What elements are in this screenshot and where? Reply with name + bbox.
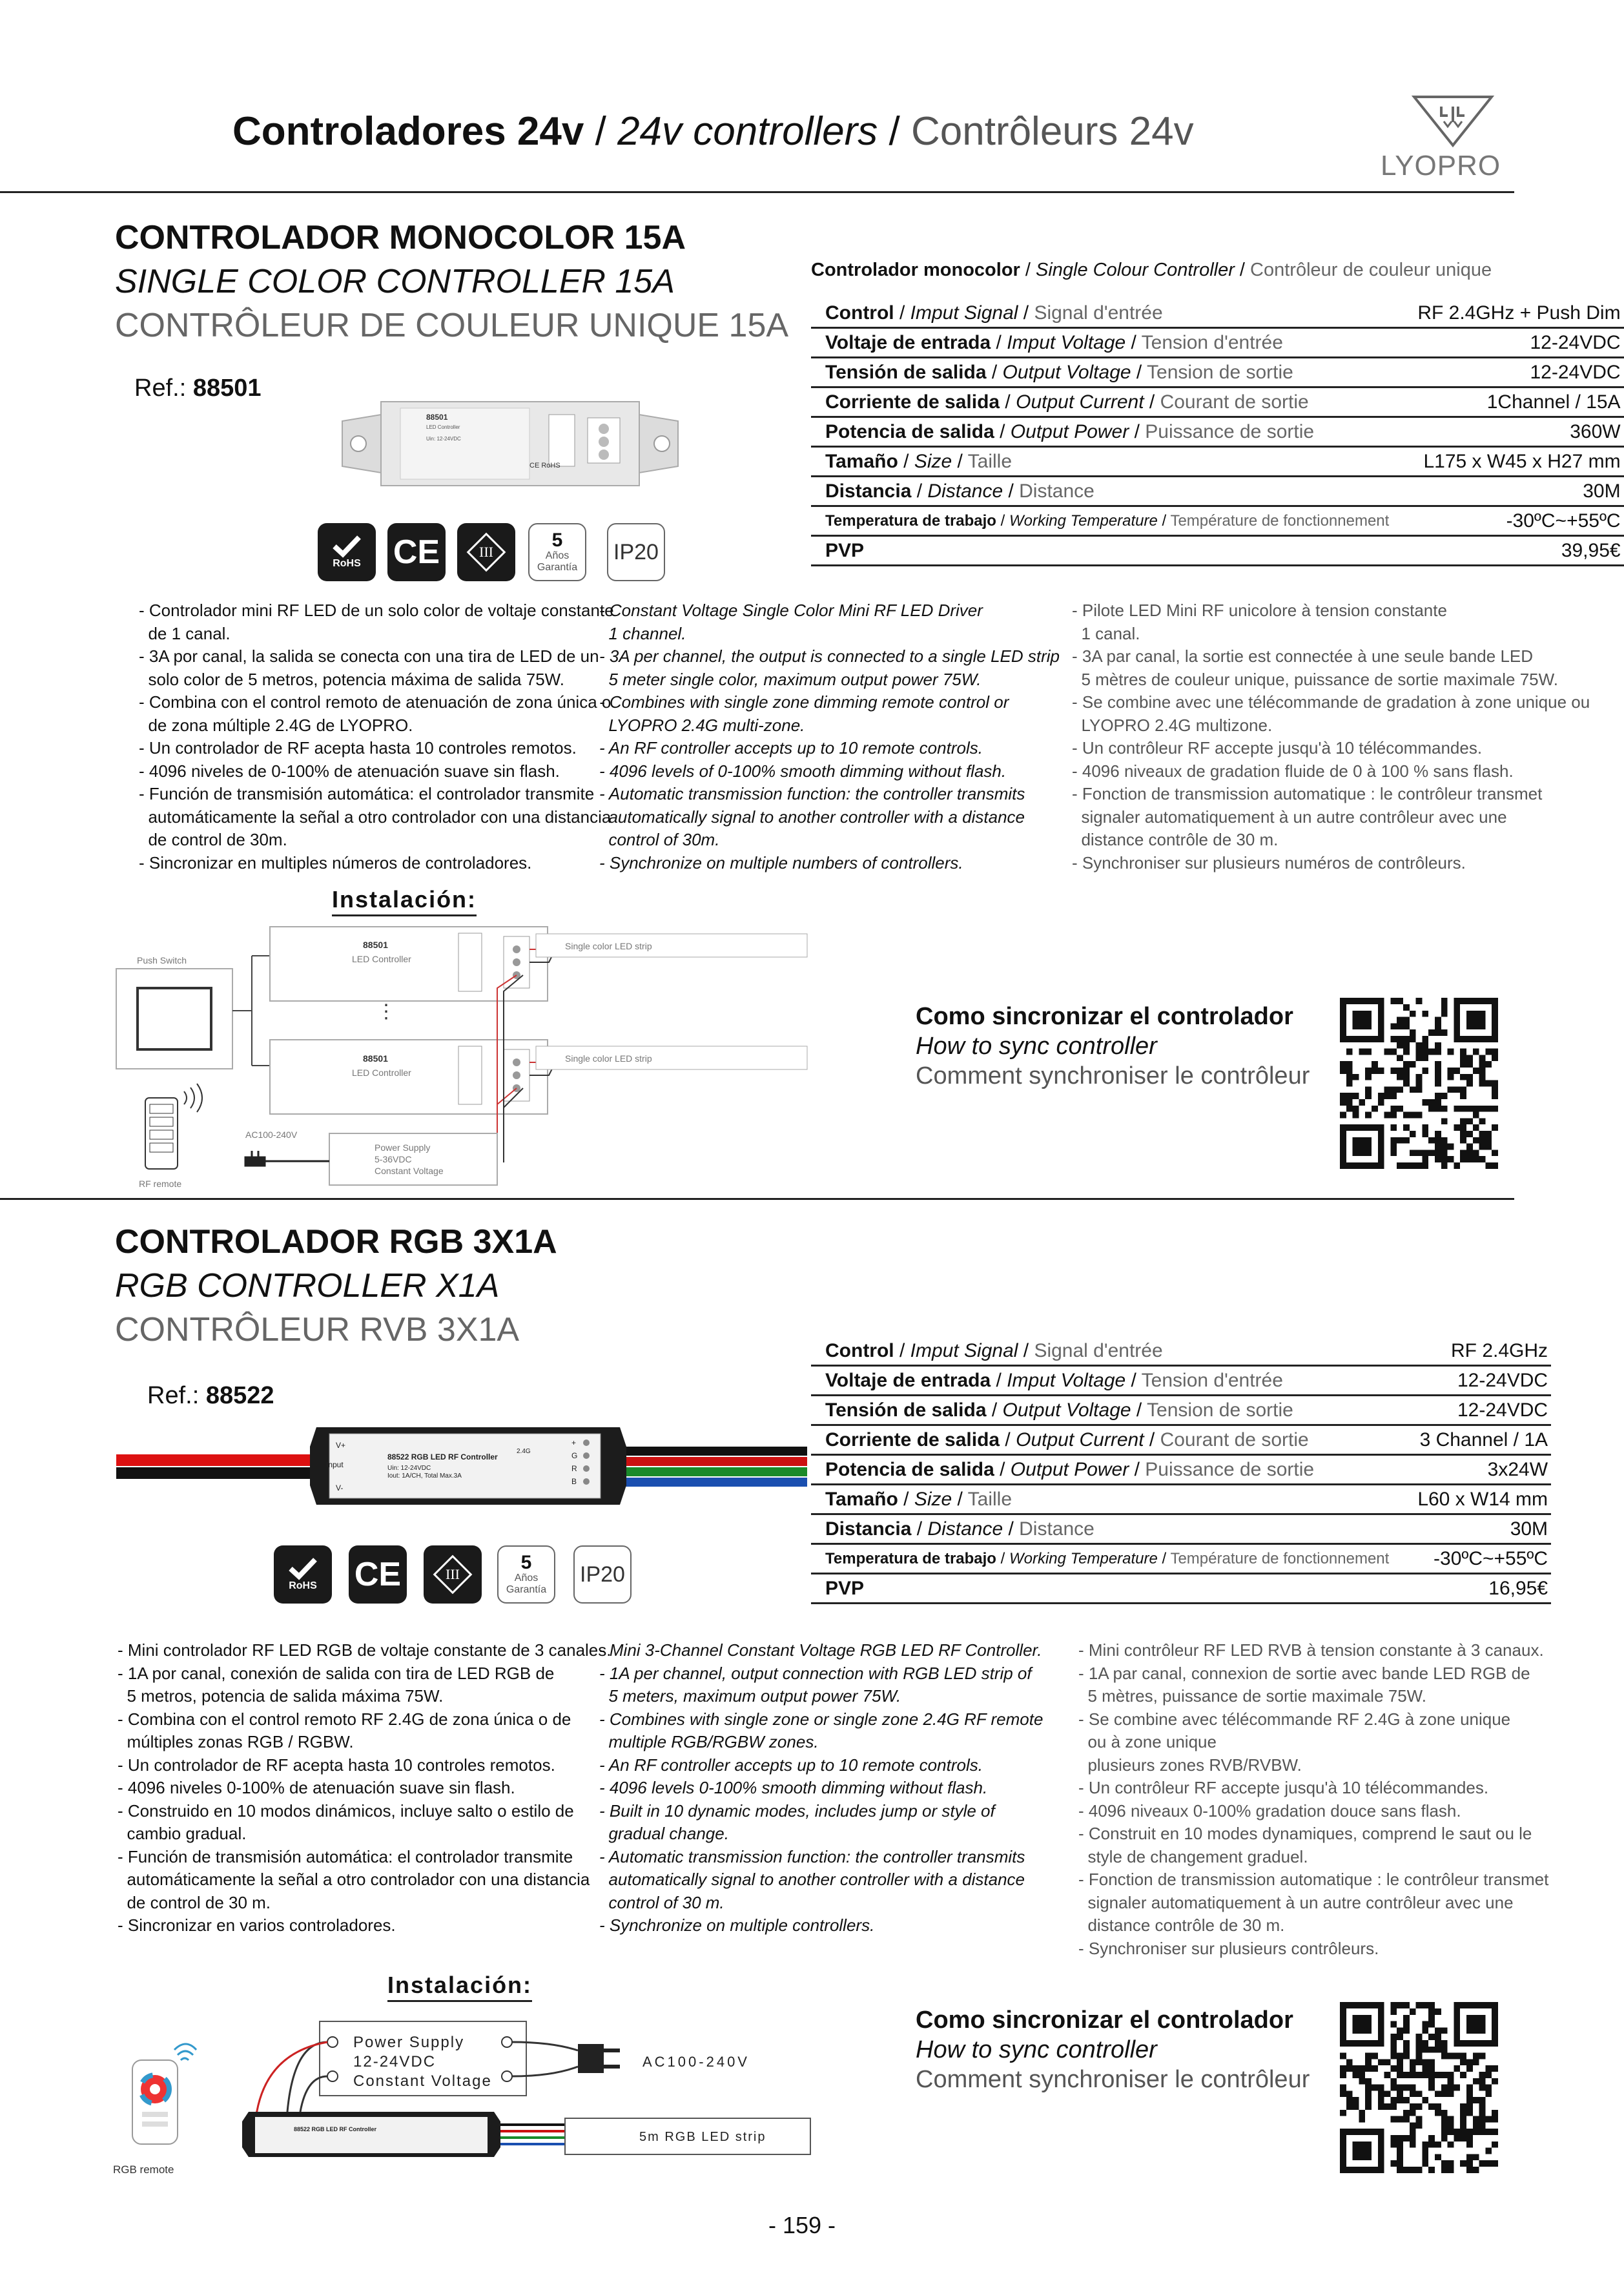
spec-row (811, 1485, 1551, 1514)
spec-label-fr: Taille (967, 1488, 1012, 1510)
spec-label-fr: Courant de sortie (1160, 1429, 1309, 1450)
bullet-line: - 1A par canal, connexion de sortie avec bande LED RGB de (1078, 1663, 1530, 1683)
spec-label: Corriente de salida / Output Current / Courant de sortie (811, 387, 1403, 417)
spec-value: 3x24W (1403, 1455, 1551, 1485)
spec-value: RF 2.4GHz + Push Dim (1403, 299, 1623, 328)
spec-label: Tamaño / Size / Taille (811, 447, 1403, 477)
spec-label: Voltaje de entrada / Imput Voltage / Tension d'entrée (811, 328, 1403, 358)
bullet-line: plusieurs zones RVB/RVBW. (1078, 1755, 1302, 1775)
spec-label-fr: Tension de sortie (1147, 361, 1293, 383)
push-switch-label: Push Switch (137, 955, 187, 965)
spec-label-fr: Puissance de sortie (1145, 1458, 1315, 1480)
spec-label-en: Output Voltage (1002, 1399, 1131, 1421)
section2-install-diagram (113, 2015, 804, 2183)
bullet-line: control of 30m. (599, 830, 720, 849)
spec-row (811, 387, 1624, 417)
title-es: Controladores 24v (232, 109, 584, 154)
spec-label: Potencia de salida / Output Power / Puissance de sortie (811, 417, 1403, 447)
bullet-line: - 1A per channel, output connection with RGB LED strip of (599, 1663, 1032, 1683)
section2-spec-table (811, 1337, 1551, 1604)
bullet-line: - Combina con el control remoto RF 2.4G de zona única o de (118, 1709, 571, 1729)
spec-label-fr: Température de fonctionnement (1170, 511, 1390, 530)
strip1-label: Single color LED strip (565, 941, 652, 951)
spec-label-en: Distance (927, 1518, 1003, 1540)
bullet-line: - Función de transmisión automática: el controlador transmite (118, 1846, 573, 1866)
spec-label: Corriente de salida / Output Current / Courant de sortie (811, 1425, 1403, 1455)
class-label: III (446, 1566, 460, 1582)
ps-l1: Power Supply (353, 2034, 465, 2051)
spec-label: Distancia / Distance / Distance (811, 477, 1403, 506)
bullet-line: cambio gradual. (118, 1824, 247, 1843)
label-freq: 2.4G (517, 1448, 531, 1455)
bullet-line: - 4096 levels of 0-100% smooth dimming without flash. (599, 761, 1007, 781)
rf-remote-label: RF remote (139, 1179, 182, 1189)
warranty-l1: Años (514, 1573, 539, 1584)
label-plus: + (571, 1438, 577, 1447)
bullet-line: - 1A por canal, conexión de salida con tira de LED RGB de (118, 1663, 555, 1683)
section2-install-title: Instalación: (387, 1972, 532, 2002)
bullet-line: LYOPRO 2.4G multi-zone. (599, 715, 805, 735)
bullet-line: 5 meter single color, maximum output power 75W. (599, 669, 982, 689)
bullet-line: - Mini controlador RF LED RGB de voltaje constante de 3 canales. (118, 1640, 612, 1660)
ctrl2-sub: LED Controller (352, 1068, 411, 1078)
rohs-label: RoHS (333, 558, 361, 569)
spec-value: 39,95€ (1403, 536, 1623, 566)
section-divider (0, 1198, 1514, 1200)
sync2-fr: Comment synchroniser le contrôleur (916, 2066, 1310, 2093)
label-r: R (571, 1464, 577, 1473)
product-label-sub: LED Controller (426, 424, 460, 430)
section2-title-fr: CONTRÔLEUR RVB 3X1A (115, 1311, 520, 1348)
section1-title-es: CONTROLADOR MONOCOLOR 15A (115, 219, 686, 256)
spec-value: 360W (1403, 417, 1623, 447)
spec-label: Control / Imput Signal / Signal d'entrée (811, 1337, 1403, 1366)
bullet-line: LYOPRO 2.4G multizone. (1072, 715, 1273, 735)
spec-label-en: Output Power (1010, 420, 1129, 442)
bullet-line: - Combina con el control remoto de atenuación de zona única o (139, 692, 612, 712)
spec-row (811, 1455, 1551, 1485)
spec-label-fr: Tension d'entrée (1141, 1369, 1283, 1391)
diag-model: 88522 RGB LED RF Controller (294, 2126, 377, 2132)
spec-value: 12-24VDC (1403, 328, 1623, 358)
qr-code-icon[interactable] (1340, 998, 1498, 1169)
bullet-line: automatically signal to another controller with a distance (599, 1870, 1025, 1889)
ps-l2: 12-24VDC (353, 2053, 437, 2070)
ps-l1: Power Supply (375, 1142, 431, 1153)
bullet-line: - Automatic transmission function: the controller transmits (599, 1846, 1025, 1866)
bullet-line: automáticamente la señal a otro controlador con una distancia (139, 807, 612, 827)
bullet-line: múltiples zonas RGB / RGBW. (118, 1732, 354, 1751)
spec-label-es: Voltaje de entrada (825, 331, 991, 353)
spec-row (811, 1544, 1551, 1574)
spec-label-fr: Signal d'entrée (1034, 1339, 1163, 1361)
section1-sync (916, 1002, 1310, 1091)
spec-label-en: Distance (927, 480, 1003, 502)
spec-label-es: Potencia de salida (825, 1458, 994, 1480)
label-spec2: Iout: 1A/CH, Total Max.3A (387, 1472, 462, 1480)
spec-heading-es: Controlador monocolor (811, 260, 1020, 280)
section1-ref (134, 375, 261, 402)
ip20-icon (573, 1545, 632, 1604)
bullet-line: - Synchroniser sur plusieurs contrôleurs. (1078, 1938, 1379, 1958)
spec-label-es: Tensión de salida (825, 361, 987, 383)
label-vplus: V+ (336, 1441, 346, 1450)
bullet-line: - Synchronize on multiple numbers of controllers. (599, 852, 963, 872)
spec-label-en: Output Voltage (1002, 361, 1131, 383)
bullet-line: - Pilote LED Mini RF unicolore à tension constante (1072, 601, 1447, 620)
spec-heading-en: Single Colour Controller (1036, 260, 1235, 280)
spec-label-es: Tamaño (825, 1488, 898, 1510)
label-model: 88522 RGB LED RF Controller (387, 1452, 498, 1461)
warranty-l2: Garantía (506, 1584, 547, 1595)
spec-value: 3 Channel / 1A (1403, 1425, 1551, 1455)
ip-label: IP20 (580, 1562, 625, 1587)
bullet-line: - Construido en 10 modos dinámicos, incluye salto o estilo de (118, 1801, 574, 1821)
class-iii-icon (424, 1545, 482, 1604)
warranty-l2: Garantía (537, 562, 578, 573)
bullet-line: - Fonction de transmission automatique : le contrôleur transmet (1072, 784, 1543, 803)
spec-label-en: Size (914, 450, 952, 472)
section2-bullets-fr (1078, 1639, 1548, 1960)
bullet-line: - Synchronize on multiple controllers. (599, 1915, 875, 1935)
spec-label: Tensión de salida / Output Voltage / Tension de sortie (811, 358, 1403, 387)
label-input: Input (326, 1460, 344, 1469)
svg-text:⋮: ⋮ (376, 1001, 396, 1022)
bullet-line: - Combines with single zone or single zone 2.4G RF remote (599, 1709, 1043, 1729)
spec-label-fr: Distance (1019, 480, 1095, 502)
check-icon (288, 1557, 318, 1580)
spec-label-es: Corriente de salida (825, 391, 1000, 413)
bullet-line: distance contrôle de 30 m. (1078, 1915, 1285, 1935)
bullet-line: - Un contrôleur RF accepte jusqu'à 10 télécommandes. (1078, 1778, 1489, 1797)
spec-value: -30ºC~+55ºC (1403, 1544, 1551, 1574)
sync2-es: Como sincronizar el controlador (916, 2007, 1293, 2034)
bullet-line: - 4096 niveles 0-100% de atenuación suave sin flash. (118, 1778, 515, 1797)
spec-label-es: Tensión de salida (825, 1399, 987, 1421)
class-iii-icon (457, 523, 515, 581)
section1-bullets-en (599, 599, 1060, 874)
bullet-line: - Un controlador de RF acepta hasta 10 controles remotos. (118, 1755, 555, 1775)
spec-label-es: Distancia (825, 480, 912, 502)
spec-value: 12-24VDC (1403, 358, 1623, 387)
spec-row (811, 358, 1624, 387)
spec-label-fr: Puissance de sortie (1145, 420, 1315, 442)
spec-label-en: Size (914, 1488, 952, 1510)
spec-value: 1Channel / 15A (1403, 387, 1623, 417)
product-88522-image (116, 1421, 807, 1511)
spec-row (811, 1396, 1551, 1425)
spec-row (811, 1574, 1551, 1604)
rohs-icon (274, 1545, 332, 1604)
label-spec1: Uin: 12-24VDC (387, 1465, 431, 1472)
section2-bullets-en (599, 1639, 1043, 1937)
spec-row (811, 1366, 1551, 1396)
strip-label: 5m RGB LED strip (639, 2130, 766, 2144)
spec-label-fr: Courant de sortie (1160, 391, 1309, 413)
ctrl1-sub: LED Controller (352, 954, 411, 964)
spec-value: 12-24VDC (1403, 1396, 1551, 1425)
sync1-fr: Comment synchroniser le contrôleur (916, 1062, 1310, 1089)
ip-label: IP20 (613, 539, 659, 564)
spec-label-es: Temperatura de trabajo (825, 511, 996, 530)
section1-spec-heading: Controlador monocolor / Single Colour Controller / Contrôleur de couleur unique (811, 260, 1492, 280)
bullet-line: solo color de 5 metros, potencia máxima de salida 75W. (139, 669, 564, 689)
spec-row (811, 299, 1624, 328)
bullet-line: - Mini 3-Channel Constant Voltage RGB LED RF Controller. (599, 1640, 1042, 1660)
spec-label: Tensión de salida / Output Voltage / Tension de sortie (811, 1396, 1403, 1425)
bullet-line: de zona múltiple 2.4G de LYOPRO. (139, 715, 413, 735)
bullet-line: distance contrôle de 30 m. (1072, 830, 1279, 849)
spec-row (811, 328, 1624, 358)
title-sep: / (878, 109, 911, 154)
spec-label-es: Voltaje de entrada (825, 1369, 991, 1391)
bullet-line: style de changement graduel. (1078, 1846, 1308, 1866)
bullet-line: - An RF controller accepts up to 10 remote controls. (599, 738, 983, 758)
spec-row (811, 447, 1624, 477)
bullet-line: de control de 30 m. (118, 1892, 271, 1912)
bullet-line: - Se combine avec télécommande RF 2.4G à zone unique (1078, 1709, 1511, 1729)
spec-row (811, 506, 1624, 536)
bullet-line: ou à zone unique (1078, 1732, 1217, 1751)
bullet-line: 5 mètres, puissance de sortie maximale 75W. (1078, 1686, 1427, 1706)
spec-label-en: Output Current (1016, 391, 1144, 413)
bullet-line: 5 mètres de couleur unique, puissance de sortie maximale 75W. (1072, 669, 1558, 689)
bullet-line: - Construit en 10 modes dynamiques, comprend le saut ou le (1078, 1824, 1532, 1843)
product-label-model: 88501 (426, 413, 448, 422)
title-en: 24v controllers (617, 109, 878, 154)
bullet-line: - 4096 niveaux 0-100% gradation douce sans flash. (1078, 1801, 1461, 1821)
bullet-line: signaler automatiquement à un autre contrôleur avec une (1078, 1892, 1514, 1912)
spec-label-fr: Tension d'entrée (1141, 331, 1283, 353)
bullet-line: - 4096 niveaux de gradation fluide de 0 à 100 % sans flash. (1072, 761, 1514, 781)
label-g: G (571, 1451, 578, 1460)
ctrl1-model: 88501 (363, 940, 388, 950)
section1-install-diagram (116, 911, 827, 1188)
spec-label-es: Distancia (825, 1518, 912, 1540)
bullet-line: 1 channel. (599, 623, 686, 643)
spec-label-fr: Tension de sortie (1147, 1399, 1293, 1421)
spec-value: 12-24VDC (1403, 1366, 1551, 1396)
ip20-icon (607, 523, 665, 581)
spec-label-en: Imput Voltage (1007, 1369, 1126, 1391)
ps-l2: 5-36VDC (375, 1154, 412, 1164)
spec-label: Temperatura de trabajo / Working Temperature / Température de fonctionnement (811, 1544, 1403, 1574)
bullet-line: - Constant Voltage Single Color Mini RF LED Driver (599, 601, 983, 620)
spec-label-es: Temperatura de trabajo (825, 1549, 996, 1567)
spec-row (811, 417, 1624, 447)
spec-value: RF 2.4GHz (1403, 1337, 1551, 1366)
spec-row (811, 1514, 1551, 1544)
rohs-label: RoHS (289, 1580, 317, 1591)
bullet-line: 5 meters, maximum output power 75W. (599, 1686, 901, 1706)
bullet-line: - Mini contrôleur RF LED RVB à tension constante à 3 canaux. (1078, 1640, 1544, 1660)
product-label-rohs: CE RoHS (529, 462, 560, 470)
ref-label: Ref.: (147, 1382, 200, 1409)
bullet-line: 5 metros, potencia de salida máxima 75W. (118, 1686, 444, 1706)
bullet-line: - Se combine avec une télécommande de gradation à zone unique ou (1072, 692, 1590, 712)
spec-label: Distancia / Distance / Distance (811, 1514, 1403, 1544)
spec-label: Voltaje de entrada / Imput Voltage / Tension d'entrée (811, 1366, 1403, 1396)
spec-label: Temperatura de trabajo / Working Temperature / Température de fonctionnement (811, 506, 1403, 536)
bullet-line: - Built in 10 dynamic modes, includes jump or style of (599, 1801, 995, 1821)
spec-label-es: Tamaño (825, 450, 898, 472)
bullet-line: control of 30 m. (599, 1892, 725, 1912)
bullet-line: - An RF controller accepts up to 10 remote controls. (599, 1755, 983, 1775)
spec-row (811, 477, 1624, 506)
spec-value: 30M (1403, 477, 1623, 506)
logo-text: LYOPRO (1381, 150, 1501, 181)
title-fr: Contrôleurs 24v (910, 109, 1194, 154)
title-sep: / (584, 109, 618, 154)
section1-bullets-fr (1072, 599, 1590, 874)
ac-label: AC100-240V (245, 1130, 298, 1140)
spec-label-fr: Taille (967, 450, 1012, 472)
spec-row (811, 536, 1624, 566)
bullet-line: - 4096 niveles de 0-100% de atenuación suave sin flash. (139, 761, 560, 781)
bullet-line: - Synchroniser sur plusieurs numéros de contrôleurs. (1072, 852, 1466, 872)
section1-install-title: Instalación: (332, 886, 477, 916)
ref-value: 88522 (205, 1382, 274, 1409)
bullet-line: de control de 30m. (139, 830, 287, 849)
header-divider (0, 191, 1514, 193)
spec-label-es: Potencia de salida (825, 420, 994, 442)
section2-bullets-es (118, 1639, 612, 1937)
section2-title-en: RGB CONTROLLER X1A (115, 1267, 500, 1305)
bullet-line: - Fonction de transmission automatique : le contrôleur transmet (1078, 1870, 1549, 1889)
page-title (232, 108, 1194, 154)
bullet-line: signaler automatiquement à un autre contrôleur avec une (1072, 807, 1507, 827)
sync2-en: How to sync controller (916, 2036, 1157, 2063)
warranty-num: 5 (551, 530, 563, 551)
power-supply (329, 1133, 497, 1185)
spec-row (811, 1425, 1551, 1455)
section2-ref (147, 1382, 274, 1410)
spec-heading-fr: Contrôleur de couleur unique (1250, 260, 1492, 280)
ce-icon (349, 1545, 407, 1604)
strip2-label: Single color LED strip (565, 1053, 652, 1064)
remote-label: RGB remote (113, 2163, 174, 2176)
spec-row (811, 1337, 1551, 1366)
bullet-line: - Sincronizar en multiples números de controladores. (139, 852, 532, 872)
spec-label-fr: Signal d'entrée (1034, 302, 1163, 324)
warranty-icon (528, 523, 586, 581)
bullet-line: - Automatic transmission function: the controller transmits (599, 784, 1025, 803)
spec-label-es: Control (825, 1339, 894, 1361)
spec-label: Tamaño / Size / Taille (811, 1485, 1403, 1514)
bullet-line: - 4096 levels 0-100% smooth dimming without flash. (599, 1778, 988, 1797)
class-label: III (479, 544, 493, 560)
label-vminus: V- (336, 1483, 344, 1492)
sync1-en: How to sync controller (916, 1033, 1157, 1060)
bullet-line: - Combines with single zone dimming remote control or (599, 692, 1009, 712)
page-number: - 159 - (768, 2212, 836, 2238)
bullet-line: - Función de transmisión automática: el controlador transmite (139, 784, 595, 803)
warranty-icon (497, 1545, 555, 1604)
ctrl2-model: 88501 (363, 1053, 388, 1064)
spec-label-en: Output Power (1010, 1458, 1129, 1480)
spec-label-es: PVP (825, 1577, 865, 1599)
spec-label-en: Working Temperature (1009, 1549, 1158, 1567)
section1-title-en: SINGLE COLOR CONTROLLER 15A (115, 263, 675, 300)
ac-label: AC100-240V (642, 2054, 750, 2070)
product-88501-image (329, 389, 691, 499)
bullet-line: - 3A por canal, la salida se conecta con una tira de LED de un (139, 646, 599, 666)
spec-label-en: Working Temperature (1009, 511, 1158, 530)
spec-label-es: Corriente de salida (825, 1429, 1000, 1450)
spec-label-en: Imput Signal (910, 302, 1018, 324)
label-b: B (571, 1477, 577, 1486)
ce-label: CE (354, 1556, 402, 1593)
spec-label-en: Imput Voltage (1007, 331, 1126, 353)
spec-value: L60 x W14 mm (1403, 1485, 1551, 1514)
ps-l3: Constant Voltage (353, 2072, 492, 2090)
spec-value: 30M (1403, 1514, 1551, 1544)
spec-label: Control / Imput Signal / Signal d'entrée (811, 299, 1403, 328)
bullet-line: - Un contrôleur RF accepte jusqu'à 10 télécommandes. (1072, 738, 1483, 758)
spec-label-fr: Distance (1019, 1518, 1095, 1540)
bullet-line: 1 canal. (1072, 623, 1140, 643)
product-label-spec: Uin: 12-24VDC (426, 436, 461, 442)
ps-l3: Constant Voltage (375, 1166, 444, 1176)
bullet-line: - 3A par canal, la sortie est connectée à une seule bande LED (1072, 646, 1534, 666)
spec-label: Potencia de salida / Output Power / Puissance de sortie (811, 1455, 1403, 1485)
spec-label-es: Control (825, 302, 894, 324)
bullet-line: gradual change. (599, 1824, 729, 1843)
spec-label-en: Output Current (1016, 1429, 1144, 1450)
bullet-line: - 3A per channel, the output is connected to a single LED strip (599, 646, 1060, 666)
bullet-line: automáticamente la señal a otro controlador con una distancia (118, 1870, 590, 1889)
spec-value: 16,95€ (1403, 1574, 1551, 1604)
warranty-l1: Años (545, 550, 570, 561)
spec-value: -30ºC~+55ºC (1403, 506, 1623, 536)
rohs-icon (318, 523, 376, 581)
ce-label: CE (393, 533, 440, 571)
section1-title-fr: CONTRÔLEUR DE COULEUR UNIQUE 15A (115, 307, 789, 344)
qr-code-icon[interactable] (1340, 2002, 1498, 2173)
ref-label: Ref.: (134, 375, 187, 402)
section2-title-es: CONTROLADOR RGB 3X1A (115, 1223, 557, 1261)
bullet-line: - Controlador mini RF LED de un solo color de voltaje constante (139, 601, 614, 620)
spec-label (811, 536, 1403, 566)
spec-label-es: PVP (825, 539, 865, 561)
spec-label-en: Imput Signal (910, 1339, 1018, 1361)
section1-spec-table (811, 299, 1624, 566)
bullet-line: - Sincronizar en varios controladores. (118, 1915, 396, 1935)
section1-bullets-es (139, 599, 614, 874)
ce-icon (387, 523, 446, 581)
sync1-es: Como sincronizar el controlador (916, 1003, 1293, 1030)
section2-sync (916, 2005, 1310, 2094)
bullet-line: de 1 canal. (139, 623, 231, 643)
warranty-num: 5 (520, 1552, 532, 1573)
bullet-line: multiple RGB/RGBW zones. (599, 1732, 819, 1751)
bullet-line: - Un controlador de RF acepta hasta 10 controles remotos. (139, 738, 577, 758)
bullet-line: automatically signal to another controller with a distance (599, 807, 1025, 827)
spec-label (811, 1574, 1403, 1604)
check-icon (332, 535, 362, 558)
spec-value: L175 x W45 x H27 mm (1403, 447, 1623, 477)
ref-value: 88501 (192, 375, 262, 402)
spec-label-fr: Température de fonctionnement (1170, 1549, 1390, 1567)
